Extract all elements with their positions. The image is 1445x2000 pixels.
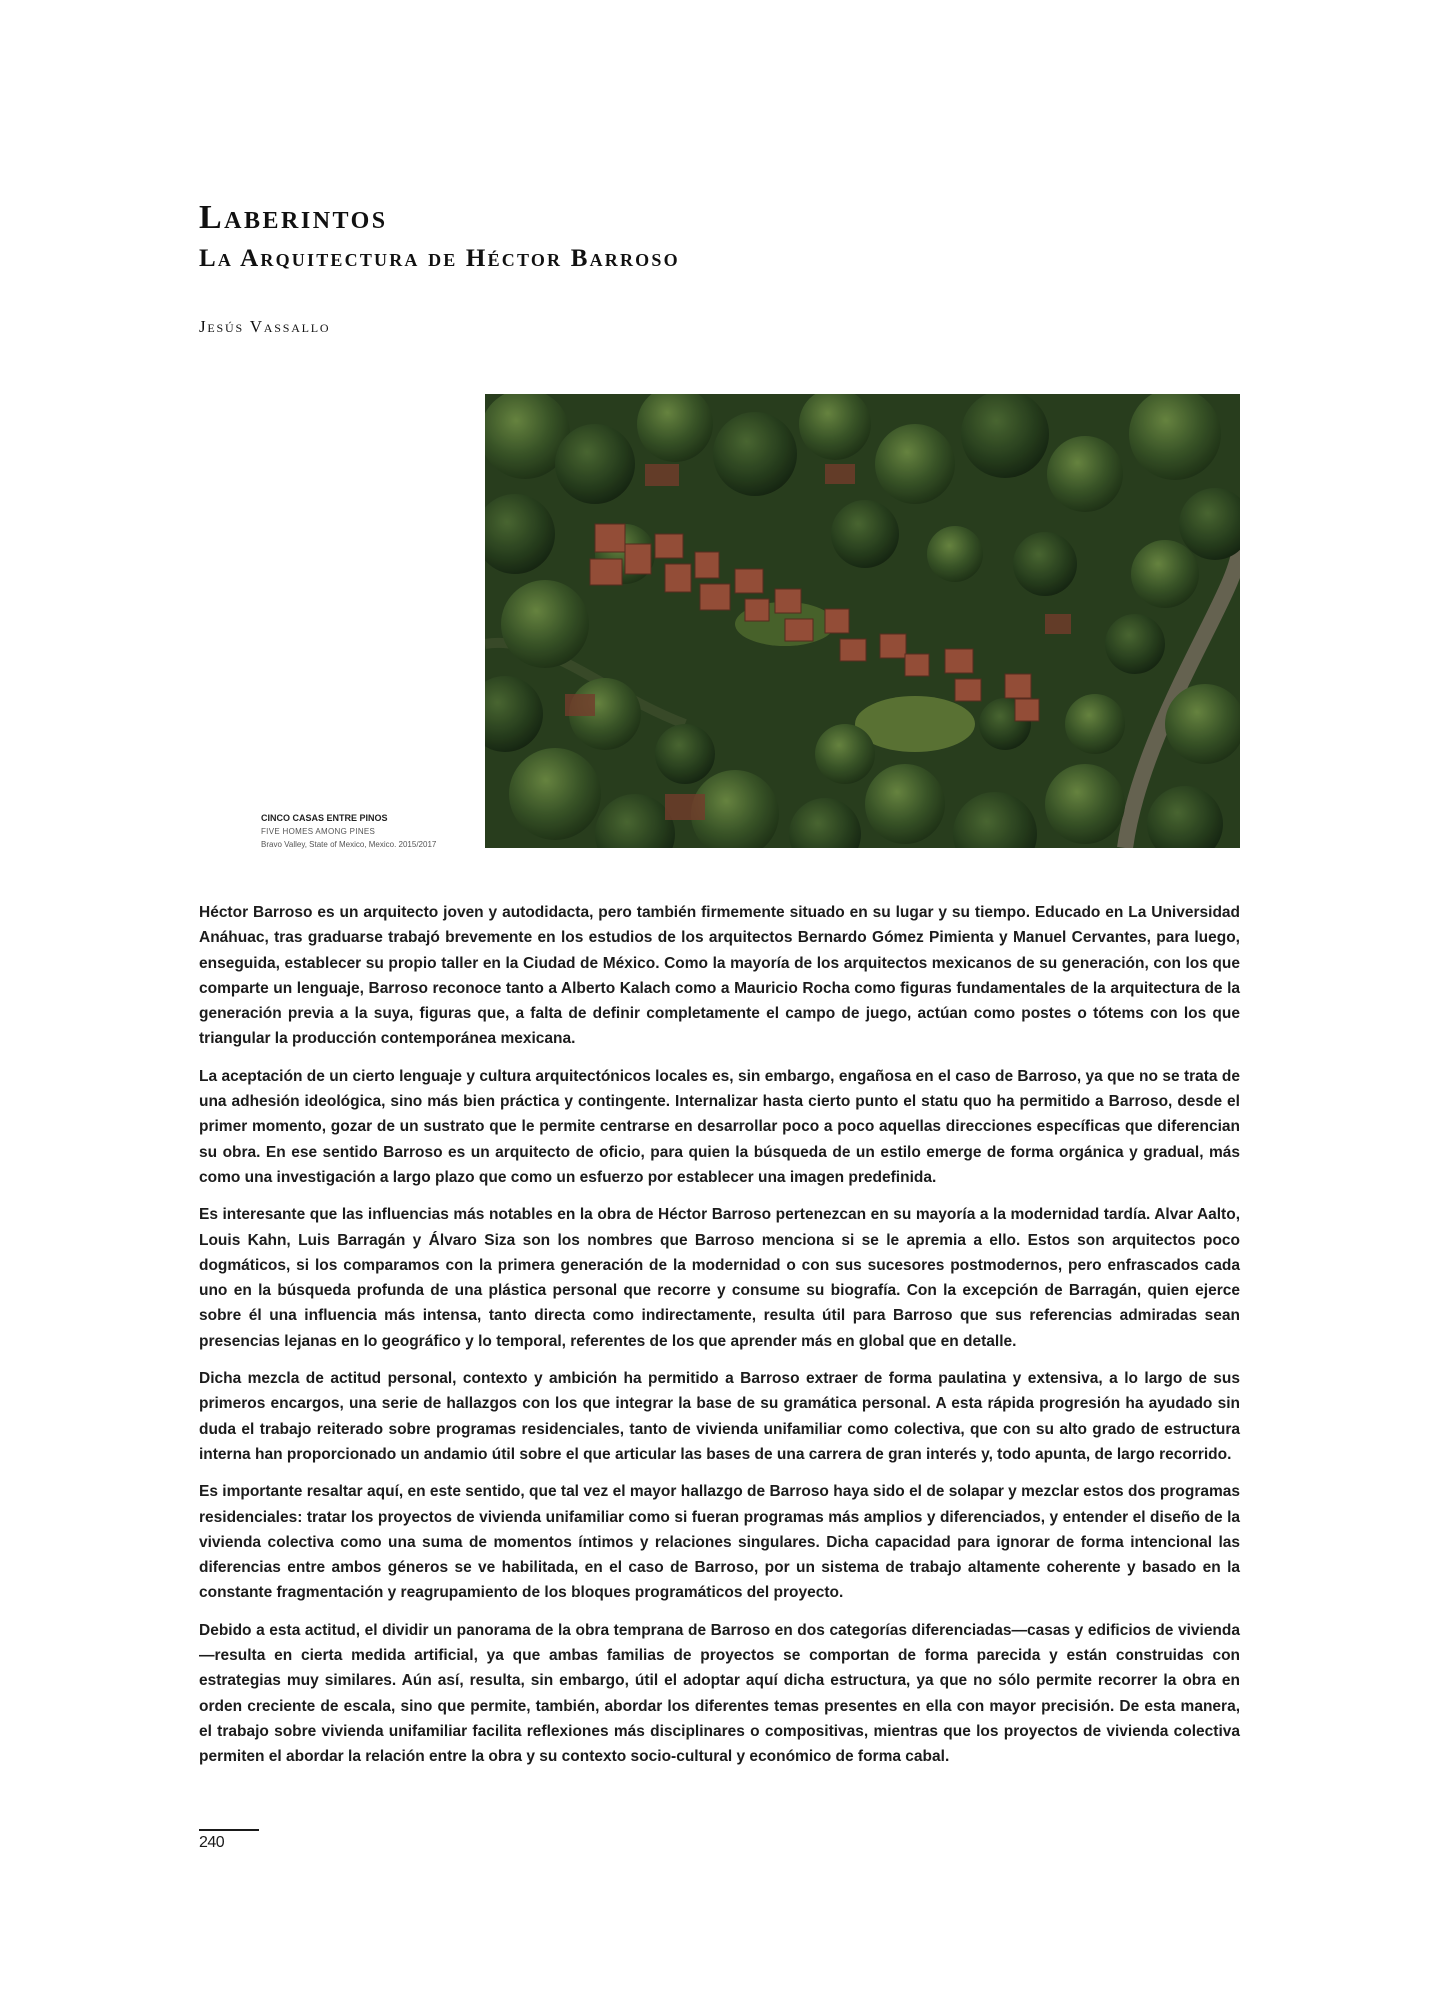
aerial-photo-illustration bbox=[485, 394, 1240, 848]
paragraph-3: Es interesante que las influencias más notables en la obra de Héctor Barroso pertenezcan en su mayoría a la modernidad tardía. Alvar Aalto, Louis Kahn, Luis Barragán y Álvaro Siza son los nombres que Barroso menciona si se le apremia a ello. Estos son arquitectos poco dogmáticos, si los comparamos con la primera generación de la modernidad o con sus sucesores postmodernos, pero enfrascados cada uno en la búsqueda profunda de una plástica personal que recorre y consume su biografía. Con la excepción de Barragán, quien ejerce sobre él una influencia más intensa, tanto directa como indirectamente, resulta útil para Barroso que sus referencias admiradas sean presencias lejanas en lo geográfico y lo temporal, referentes de los que aprender más en global que en detalle. bbox=[199, 1206, 1240, 1350]
figure-caption bbox=[261, 812, 471, 851]
aerial-photo bbox=[485, 394, 1240, 848]
paragraph-2: La aceptación de un cierto lenguaje y cultura arquitectónicos locales es, sin embargo, engañosa en el caso de Barroso, ya que no se trata de una adhesión ideológica, sino más bien práctica y contingente. Internalizar hasta cierto punto el statu quo ha permitido a Barroso, desde el primer momento, gozar de un sustrato que le permite centrarse en desarrollar poco a poco aquellas direcciones específicas que diferencian su obra. En ese sentido Barroso es un arquitecto de oficio, para quien la búsqueda de un estilo emerge de forma orgánica y gradual, más como una investigación a largo plazo que como un esfuerzo por establecer una imagen predefinida. bbox=[199, 1067, 1240, 1186]
author-name: Jesús Vassallo bbox=[199, 317, 331, 336]
article-subtitle: La Arquitectura de Héctor Barroso bbox=[199, 245, 680, 272]
caption-location: Bravo Valley, State of Mexico, Mexico. 2015/2017 bbox=[261, 840, 437, 849]
article-title: Laberintos bbox=[199, 199, 388, 236]
paragraph-4: Dicha mezcla de actitud personal, contexto y ambición ha permitido a Barroso extraer de forma paulatina y extensiva, a lo largo de sus primeros encargos, una serie de hallazgos con los que integrar la base de su gramática personal. A esta rápida progresión ha ayudado sin duda el trabajo reiterado sobre programas residenciales, tanto de vivienda unifamiliar como colectiva, que con su alto grado de estructura interna han proporcionado un andamio útil sobre el que articular las bases de una carrera de gran interés y, todo apunta, de largo recorrido. bbox=[199, 1370, 1240, 1463]
paragraph-6: Debido a esta actitud, el dividir un panorama de la obra temprana de Barroso en dos categorías diferenciadas—casas y edificios de vivienda—resulta en cierta medida artificial, ya que ambas familias de proyectos se comportan de forma parecida y están construidas con estrategias muy similares. Aún así, resulta, sin embargo, útil el adoptar aquí dicha estructura, ya que no sólo permite recorrer la obra en orden creciente de escala, sino que permite, también, abordar los diferentes temas presentes en ella con mayor precisión. De esta manera, el trabajo sobre vivienda unifamiliar facilita reflexiones más disciplinares o compositivas, mientras que los proyectos de vivienda colectiva permiten el abordar la relación entre la obra y su contexto socio-cultural y económico de forma cabal. bbox=[199, 1621, 1240, 1766]
article-body bbox=[199, 900, 1240, 1782]
paragraph-5: Es importante resaltar aquí, en este sentido, que tal vez el mayor hallazgo de Barroso haya sido el de solapar y mezclar estos dos programas residenciales: tratar los proyectos de vivienda unifamiliar como si fueran programas más amplios y diferenciados, y entender el diseño de la vivienda colectiva como una suma de momentos íntimos y relaciones singulares. Dicha capacidad para ignorar de forma intencional las diferencias entre ambos géneros se ve habilitada, en el caso de Barroso, por un sistema de trabajo altamente coherente y basado en la constante fragmentación y reagrupamiento de los bloques programáticos del proyecto. bbox=[199, 1483, 1240, 1602]
page-number: 240 bbox=[199, 1834, 225, 1851]
caption-spanish: CINCO CASAS ENTRE PINOS bbox=[261, 813, 388, 823]
footer-rule bbox=[199, 1829, 259, 1831]
caption-english: FIVE HOMES AMONG PINES bbox=[261, 827, 376, 836]
paragraph-1: Héctor Barroso es un arquitecto joven y autodidacta, pero también firmemente situado en su lugar y su tiempo. Educado en La Universidad Anáhuac, tras graduarse trabajó brevemente en los estudios de los arquitectos Bernardo Gómez Pimienta y Manuel Cervantes, para luego, enseguida, establecer su propio taller en la Ciudad de México. Como la mayoría de los arquitectos mexicanos de su generación, con los que comparte un lenguaje, Barroso reconoce tanto a Alberto Kalach como a Mauricio Rocha como figuras fundamentales de la arquitectura de la generación previa a la suya, figuras que, a falta de definir completamente el campo de juego, actúan como postes o tótems con los que triangular la producción contemporánea mexicana. bbox=[199, 904, 1240, 1048]
